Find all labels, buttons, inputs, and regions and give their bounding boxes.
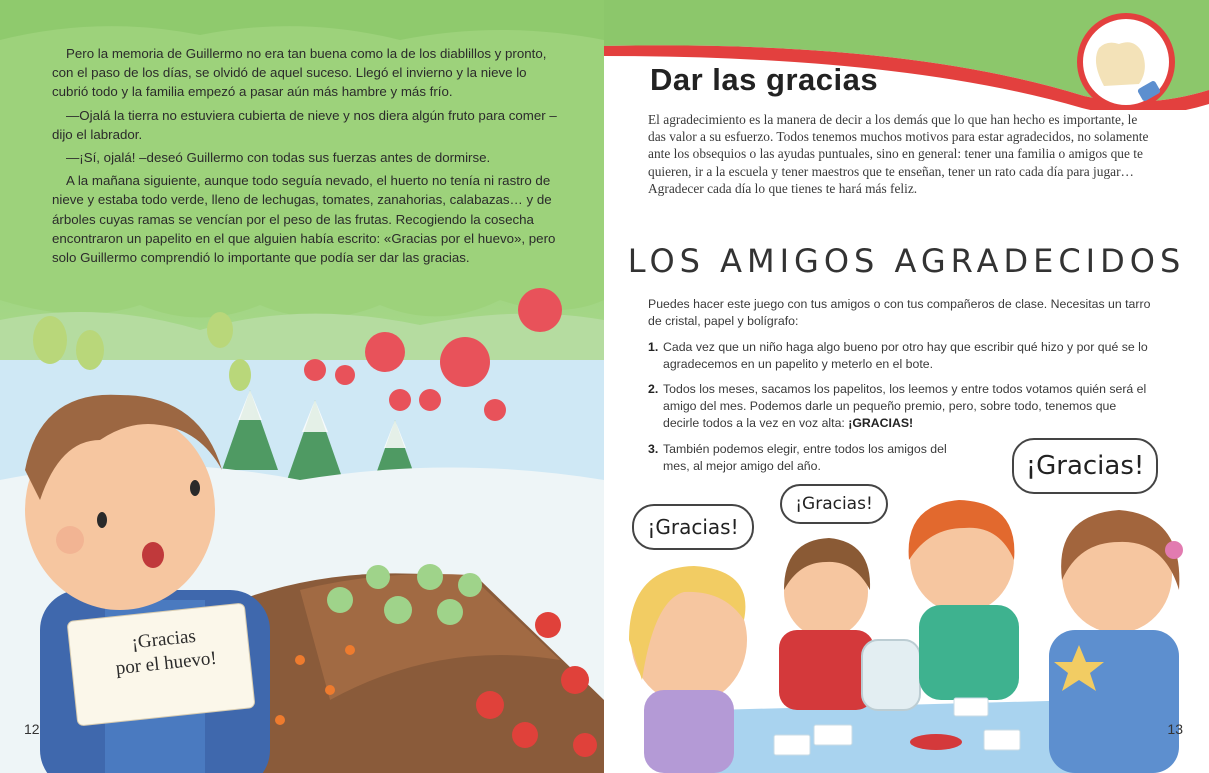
- step-text: También podemos elegir, entre todos los amigos del mes, al mejor amigo del año.: [663, 442, 947, 473]
- speech-bubble: ¡Gracias!: [780, 484, 888, 524]
- step-text: Todos los meses, sacamos los papelitos, los leemos y entre todos votamos quién será el amigo del mes. Podemos darle un pequeño premio, pero, sobre todo, tenemos que decirle todos a la vez en voz alta:: [663, 382, 1147, 430]
- step-text-wrapper: [648, 381, 1148, 432]
- left-page: [0, 0, 604, 773]
- game-title: LOS AMIGOS AGRADECIDOS: [627, 242, 1186, 280]
- step-number: 2.: [648, 382, 659, 396]
- step-number: 3.: [648, 442, 659, 456]
- story-text: [52, 44, 562, 271]
- intro-text: El agradecimiento es la manera de decir a los demás que lo que han hecho es importante, le das valor a su esfuerzo. Todos tenemos muchos motivos para estar agradecidos, no solamente ante los obsequios o las ayudas puntuales, sino en general: tener una familia o amigos que te quieren, ir a la escuela y tener maestros que te enseñan, tener un rato cada día para jugar… Agradecer cada día lo que tienes te hará más feliz.: [648, 112, 1149, 196]
- story-paragraph: A la mañana siguiente, aunque todo seguía nevado, el huerto no tenía ni rastro de nieve y estaba todo verde, lleno de lechugas, tomates, zanahorias, calabazas… y de árboles cuyas ramas se vencían por el peso de las frutas. Recogiendo la cosecha encontraron un papelito en el que alguien había escrito: «Gracias por el huevo», pero solo Guillermo comprendió lo importante que podía ser dar las gracias.: [52, 173, 556, 266]
- sign-line: por el huevo!: [114, 647, 218, 680]
- story-paragraph: —Ojalá la tierra no estuviera cubierta de nieve y nos diera algún fruto para comer –dijo el labrador.: [52, 107, 557, 142]
- step-strong: ¡GRACIAS!: [848, 416, 914, 430]
- step-item: [648, 441, 968, 475]
- step-number: 1.: [648, 340, 659, 354]
- step-text: Cada vez que un niño haga algo bueno por otro hay que escribir qué hizo y por qué se lo agradecemos en un papelito y meterlo en el bote.: [663, 340, 1148, 371]
- section-title: Dar las gracias: [650, 62, 879, 97]
- right-page: [604, 0, 1209, 773]
- story-paragraph: Pero la memoria de Guillermo no era tan buena como la de los diablillos y pronto, con el paso de los días, se olvidó de aquel suceso. Llegó el invierno y la nieve lo cubrió todo y la familia empezó a pasar aún más hambre y más frío.: [52, 46, 547, 100]
- step-item: [648, 381, 1148, 432]
- game-intro: Puedes hacer este juego con tus amigos o con tus compañeros de clase. Necesitas un tarro de cristal, papel y bolígrafo:: [648, 297, 1151, 328]
- step-item: [648, 339, 1148, 373]
- story-paragraph: —¡Sí, ojalá! –deseó Guillermo con todas sus fuerzas antes de dormirse.: [66, 150, 491, 166]
- page-number-left: 12: [24, 721, 40, 737]
- speech-bubble: ¡Gracias!: [1012, 438, 1158, 494]
- speech-bubble: ¡Gracias!: [632, 504, 754, 550]
- sign-line: ¡Gracias: [130, 625, 197, 654]
- page-number-right: 13: [1167, 721, 1183, 737]
